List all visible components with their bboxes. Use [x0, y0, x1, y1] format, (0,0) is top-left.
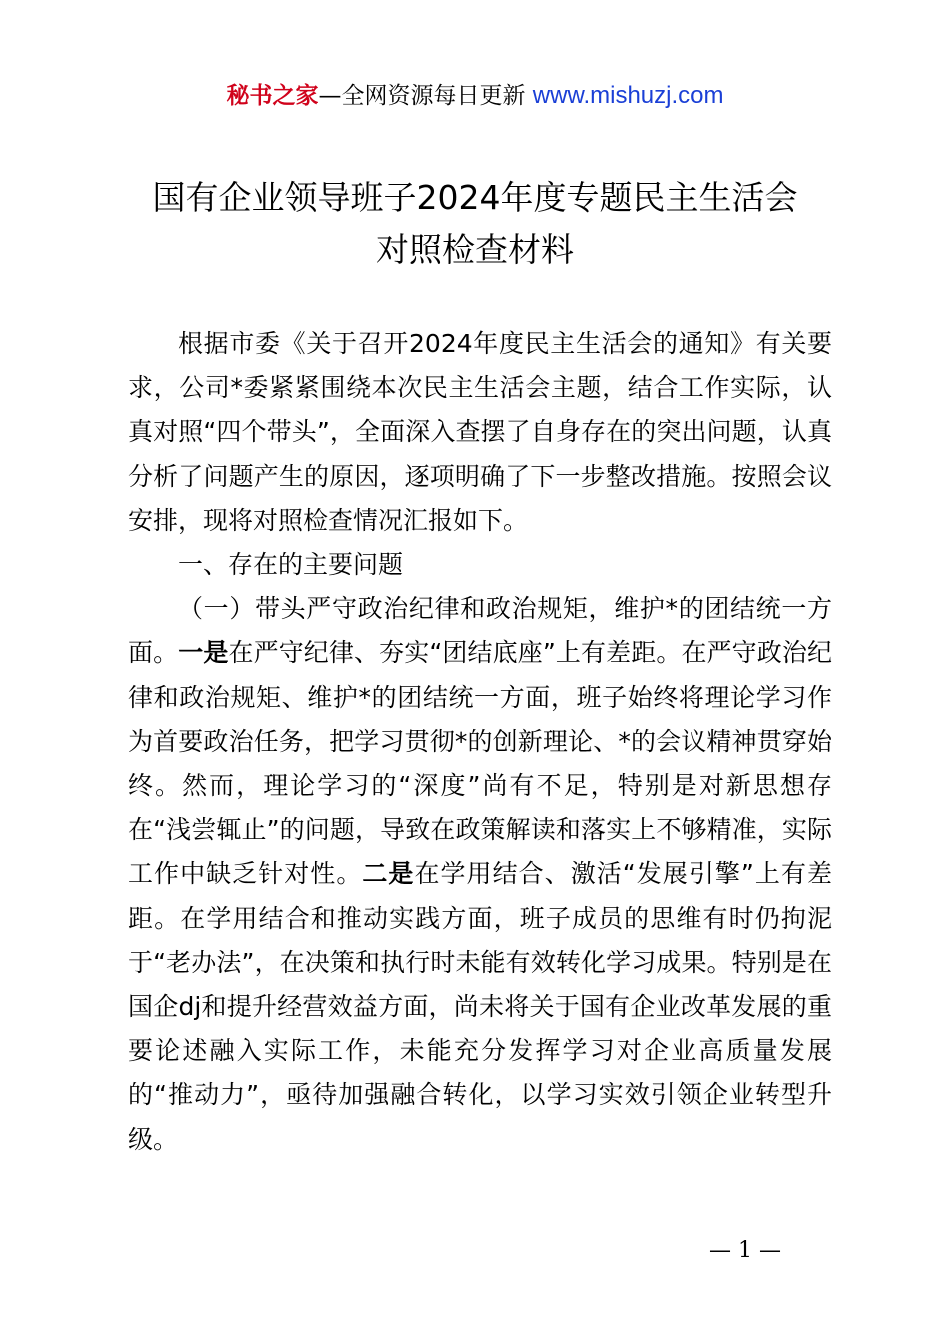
header-tagline: —全网资源每日更新 [318, 83, 526, 109]
subsection-1-paragraph [128, 587, 832, 1162]
title-line-2: 对照检查材料 [376, 230, 574, 269]
point-1-text: 在严守纪律、夯实“团结底座”上有差距。在严守政治纪律和政治规矩、维护*的团结统一方面，班子始终将理论学习作为首要政治任务，把学习贯彻*的创新理论、*的会议精神贯穿始终。然而，理论学习的“深度”尚有不足，特别是对新思想存在“浅尝辄止”的问题，导致在政策解读和落实上不够精准，实际工作中缺乏针对性。 [128, 638, 832, 889]
point-1-label: 一是 [178, 638, 229, 668]
point-2-text: 在学用结合、激活“发展引擎”上有差距。在学用结合和推动实践方面，班子成员的思维有时仍拘泥于“老办法”，在决策和执行时未能有效转化学习成果。特别是在国企dj和提升经营效益方面，尚未将关于国有企业改革发展的重要论述融入实际工作，未能充分发挥学习对企业高质量发展的“推动力”，亟待加强融合转化，以学习实效引领企业转型升级。 [128, 859, 832, 1154]
section-1-heading: 一、存在的主要问题 [178, 550, 404, 580]
document-body [128, 322, 832, 1162]
subsection-1-heading: （一）带头严守政治纪律和政治规矩，维护*的团结统一方面。 [128, 594, 832, 668]
point-2-label: 二是 [362, 859, 415, 889]
intro-paragraph: 根据市委《关于召开2024年度民主生活会的通知》有关要求，公司*委紧紧围绕本次民主生活会主题，结合工作实际，认真对照“四个带头”，全面深入查摆了自身存在的突出问题，认真分析了问题产生的原因，逐项明确了下一步整改措施。按照会议安排，现将对照检查情况汇报如下。 [128, 329, 832, 535]
site-header [0, 80, 950, 112]
brand-name: 秘书之家 [226, 83, 319, 109]
page-number: — 1 — [709, 1238, 781, 1263]
document-title [0, 172, 950, 276]
title-line-1: 国有企业领导班子2024年度专题民主生活会 [152, 178, 798, 217]
site-url-link[interactable]: www.mishuzj.com [532, 82, 724, 109]
